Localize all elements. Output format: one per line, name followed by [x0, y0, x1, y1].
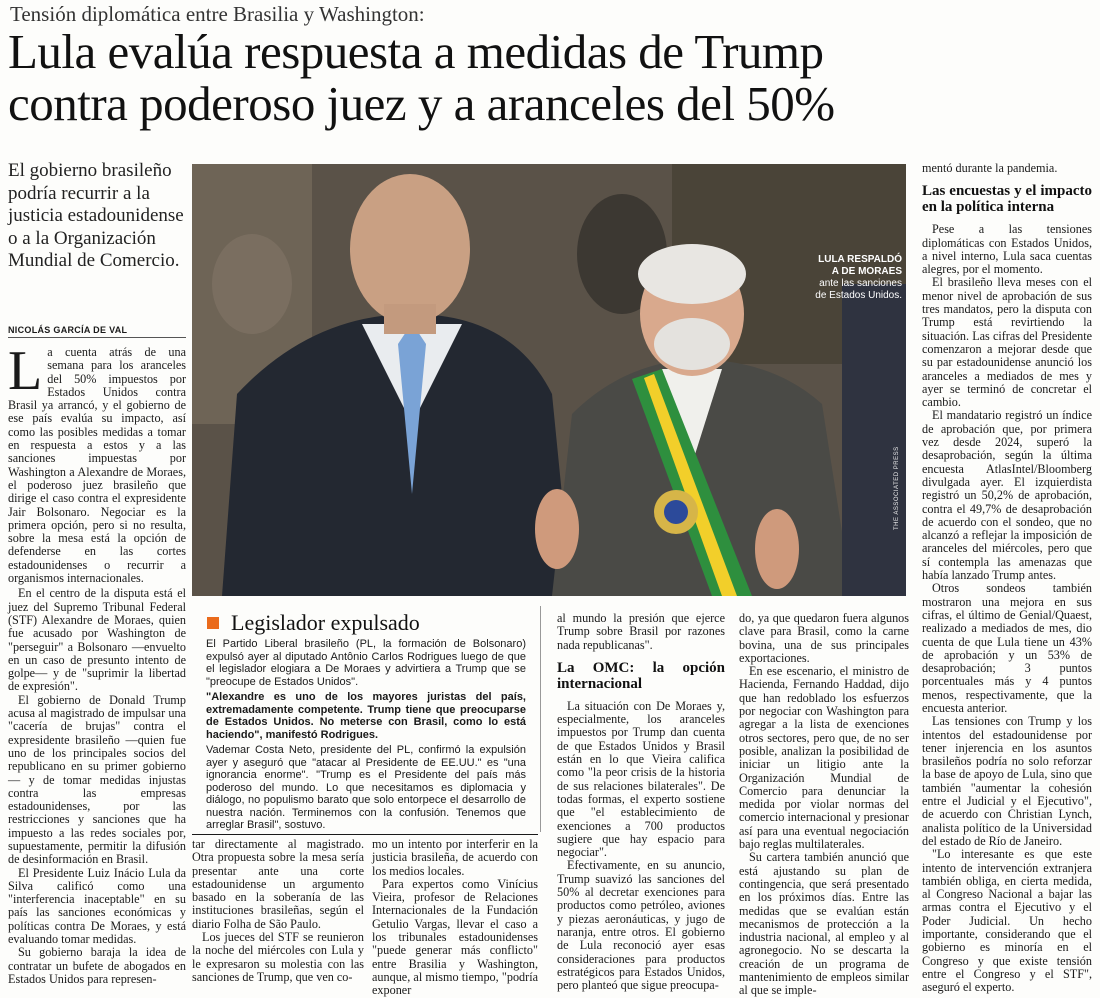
col3-paragraph-1: mo un intento por interferir en la justicia brasileña, de acuerdo con los medios locales. [372, 837, 538, 878]
deck: El gobierno brasileño podría recurrir a la justicia estadounidense o a la Organización Mundial de Comercio. [8, 160, 184, 271]
orange-square-icon [207, 617, 219, 629]
col4-paragraph-1: al mundo la presión que ejerce Trump sobre Brasil por razones nada republicanas". [557, 611, 725, 652]
column-2 [192, 838, 364, 984]
col6-paragraph-1: Pese a las tensiones diplomáticas con Estados Unidos, a nivel interno, Lula saca cuentas alegres, por el momento. [922, 222, 1092, 277]
column-5 [739, 612, 909, 998]
col4-subhead: La OMC: la opción internacional [557, 659, 725, 692]
column-4 [557, 612, 725, 992]
sidebar-box [206, 638, 526, 832]
col6-paragraph-6: "Lo interesante es que este intento de intervención extranjera también obliga, en cierta medida, al Congreso Nacional a bajar las armas contra el Ejecutivo y el Poder Judicial. Un hecho importante, considerando que el gobierno es minoría en el Congreso y que existe tensión entre el Congreso y el STF", aseguró el experto. [922, 847, 1092, 995]
col2-paragraph-1: tar directamente al magistrado. Otra propuesta sobre la mesa sería presentar ante una corte estadounidense un argumento basado en la soberanía de las instituciones brasileñas, según el diario Folha de São Paulo. [192, 837, 364, 931]
byline: NICOLÁS GARCÍA DE VAL [8, 325, 186, 338]
column-6 [922, 162, 1092, 995]
col5-paragraph-2: En ese escenario, el ministro de Hacienda, Fernando Haddad, dijo que han redoblado los esfuerzos por negociar con Washington para agregar a la lista de exenciones otros sectores, pero que, de no ser posible, analizan la posibilidad de iniciar un litigio ante la Organización Mundial de Comercio para denunciar la medida por violar normas del comercio internacional y presionar así para una eventual negociación bajo reglas multilaterales. [739, 664, 909, 852]
headline-line-2: contra poderoso juez y a aranceles del 50% [8, 76, 835, 131]
main-photo [192, 164, 906, 596]
box-right-rule [540, 606, 541, 832]
col5-paragraph-1: do, ya que quedaron fuera algunos clave para Brasil, como la carne bovina, una de sus principales exportaciones. [739, 611, 909, 665]
photo-credit: THE ASSOCIATED PRESS [894, 446, 900, 530]
col1-paragraph-4: El Presidente Luiz Inácio Lula da Silva calificó como una "interferencia inaceptable" en su país las sanciones económicas y políticas contra De Moraes, y está evaluando tomar medidas. [8, 865, 186, 947]
headline-line-1: Lula evalúa respuesta a medidas de Trump [8, 24, 824, 79]
caption-line-2: de Estados Unidos. [815, 290, 902, 301]
box-paragraph-2: "Alexandre es uno de los mayores juristas del país, extremadamente competente. Trump tiene que preocuparse de Estados Unidos. No meterse con Brasil, como lo está haciendo", manifestó Rodrigues. [206, 691, 526, 741]
col6-paragraph-4: Otros sondeos también mostraron una mejora en sus cifras, el último de Genial/Quaest, realizado a mediados de mes, dio cuenta de que Lula tiene un 43% de aprobación y un 53% de desaprobación; 3 puntos porcentuales más y 4 puntos menos, respectivamente, que la encuesta anterior. [922, 581, 1092, 715]
caption-line-1: ante las sanciones [819, 278, 902, 289]
caption-bold-2: A DE MORAES [831, 266, 902, 277]
box-title-text: Legislador expulsado [231, 610, 420, 635]
box-paragraph-3: Vademar Costa Neto, presidente del PL, confirmó la expulsión ayer y aseguró que "atacar al Presidente de EE.UU." es "una ignorancia enorme". "Trump es el Presidente del país más poderoso del mundo. Lo que necesitamos es diplomacia y diálogo, no populismo barato que solo entorpece el desarrollo de nuestra nación. Terminemos con la confusión. Tenemos que arreglar Brasil", sostuvo. [206, 744, 526, 831]
photo-illustration [192, 164, 906, 596]
col2-paragraph-2: Los jueces del STF se reunieron la noche del miércoles con Lula y le expresaron su molestia con las sanciones de Trump, que ven co- [192, 930, 364, 984]
col6-paragraph-3: El mandatario registró un índice de aprobación que, por primera vez desde 2024, superó la desaprobación, según la última encuesta AtlasIntel/Bloomberg divulgada ayer. El izquierdista registró un 50,2% de aprobación, contra el 49,7% de desaprobación de acuerdo con el sondeo, que no alcanzó a reflejar la imposición de aranceles del miércoles, pero que sí contempla las amenazas que había lanzado Trump antes. [922, 408, 1092, 583]
col4-paragraph-3: Efectivamente, en su anuncio, Trump suavizó las sanciones del 50% al decretar exenciones para productos como petróleo, aviones y piezas aeronáuticas, y jugo de naranja, entre otros. El gobierno de Lula reconoció ayer esas consideraciones para productos estratégicos para Estados Unidos, pero planteó que sigue preocupa- [557, 858, 725, 993]
col1-paragraph-3: El gobierno de Donald Trump acusa al magistrado de impulsar una "cacería de brujas" contra el expresidente brasileño —quien fue uno de los principales socios del republicano en su primer gobierno— y de tomar medidas injustas contra las empresas estadounidenses, por las restricciones y sanciones que ha impuesto a las redes sociales por, supuestamente, permitir la difusión de desinformación en Brasil. [8, 692, 186, 867]
column-1 [8, 340, 186, 986]
col1-paragraph-5: Su gobierno baraja la idea de contratar un bufete de abogados en Estados Unidos para represen- [8, 945, 186, 986]
photo-caption [792, 254, 902, 302]
caption-bold-1: LULA RESPALDÓ [818, 254, 902, 265]
kicker: Tensión diplomática entre Brasilia y Washington: [10, 2, 425, 26]
col4-paragraph-2: La situación con De Moraes y, especialmente, los aranceles impuestos por Trump dan cuenta de que Estados Unidos y Brasil están en lo que Vieira califica como "la peor crisis de la historia de sus relaciones bilaterales". De todas formas, el experto sostiene que "el establecimiento de exenciones a 700 productos sugiere que hay espacio para negociar". [557, 698, 725, 860]
headline [8, 26, 835, 130]
col1-paragraph-1: a cuenta atrás de una semana para los aranceles del 50% impuestos por Estados Unidos contra Brasil ya arrancó, y el gobierno de ese país evalúa su impacto, así como las posibles medidas a tomar en respuesta a estos y a las sanciones impuestas por Washington a Alexandre de Moraes, el poderoso juez brasileño que dirige el caso contra el expresidente Jair Bolsonaro. Negociar es la primera opción, pero si no resulta, sobre la mesa está la opción de defenderse en las cortes estadounidenses o recurrir a organismos internacionales. [8, 345, 186, 586]
box-bottom-rule [192, 834, 538, 835]
box-paragraph-1: El Partido Liberal brasileño (PL, la formación de Bolsonaro) expulsó ayer al diputado Antônio Carlos Rodrigues luego de que el legislador elogiara a De Moraes y advirtiera a Trump que se "preocupe de Estados Unidos". [206, 638, 526, 688]
box-title [207, 610, 420, 636]
col1-paragraph-2: En el centro de la disputa está el juez del Supremo Tribunal Federal (STF) Alexandre de Moraes, quien fue acusado por Washington de "perseguir" a Bolsonaro —envuelto en un caso de presunto intento de golpe— y de "suprimir la libertad de expresión". [8, 586, 186, 694]
col5-paragraph-3: Su cartera también anunció que está ajustando su plan de contingencia, que será presentado en los próximos días. Entre las medidas que se evalúan están mecanismos de protección a la industria nacional, al empleo y al agronegocio. No se descarta la creación de un programa de mantenimiento de empleos similar al que se imple- [739, 850, 909, 998]
col6-paragraph-0: mentó durante la pandemia. [922, 161, 1058, 175]
col6-paragraph-5: Las tensiones con Trump y los intentos del estadounidense por tener injerencia en los asuntos brasileños podría no solo reforzar la base de apoyo de Lula, sino que también "aumentar la cohesión entre el Judicial y el Ejecutivo", de acuerdo con Christian Lynch, analista político de la Universidad del estado de Río de Janeiro. [922, 714, 1092, 848]
col6-subhead: Las encuestas y el impacto en la política interna [922, 183, 1092, 216]
column-3 [372, 838, 538, 998]
col6-paragraph-2: El brasileño lleva meses con el menor nivel de aprobación de sus tres mandatos, pero la disputa con Trump está revirtiendo la situación. Las cifras del Presidente comenzaron a mejorar desde que su par estadounidense anunció los aranceles a mediados de mes y ayer se terminó de concretar el cambio. [922, 275, 1092, 410]
drop-cap: L [8, 340, 43, 402]
col3-paragraph-2: Para expertos como Vinícius Vieira, profesor de Relaciones Internacionales de la Fundación Getulio Vargas, llevar el caso a los tribunales estadounidenses "puede generar más conflicto" entre Brasilia y Washington, aunque, al mismo tiempo, "podría exponer [372, 876, 538, 998]
